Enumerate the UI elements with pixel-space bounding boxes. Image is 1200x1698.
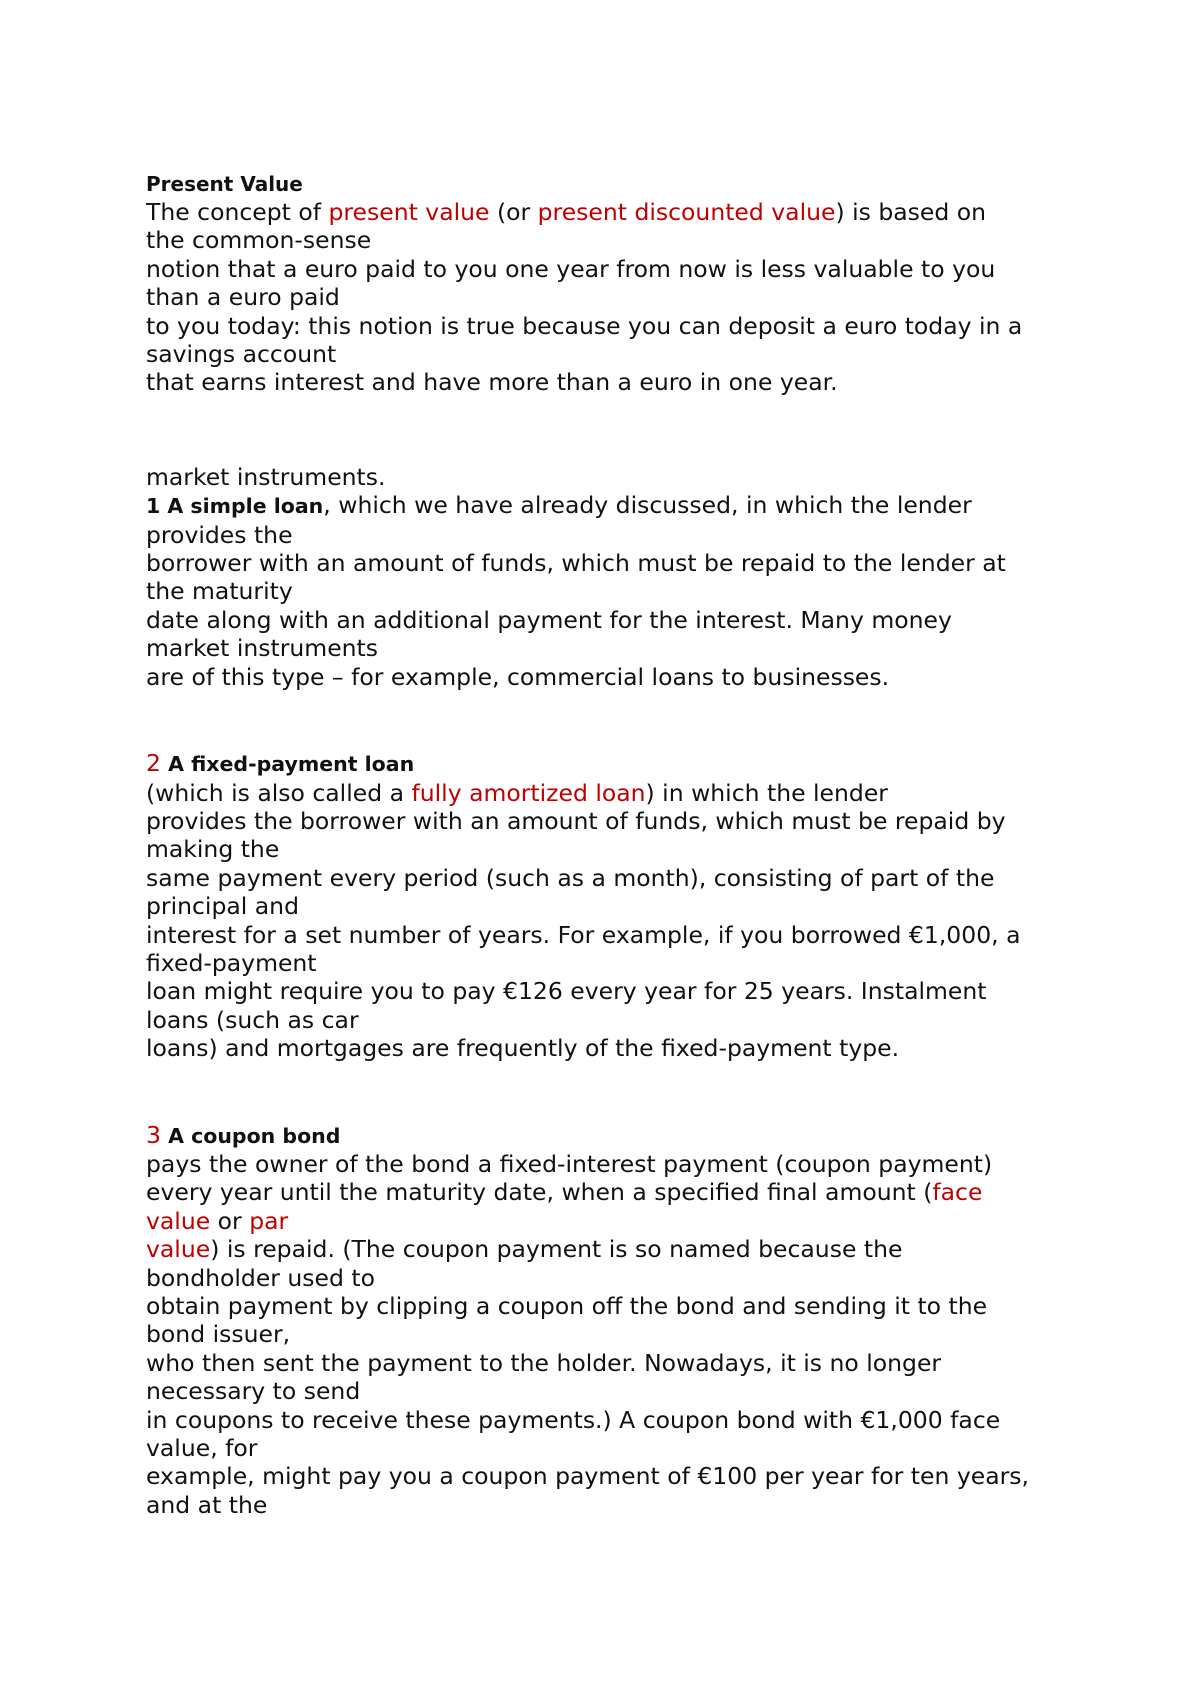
text-line: bond issuer, bbox=[146, 1320, 291, 1349]
spacer bbox=[146, 691, 1076, 749]
fixed-payment-loan-paragraph bbox=[146, 749, 1076, 1062]
text-line: the common-sense bbox=[146, 226, 372, 255]
text-line: example, might pay you a coupon payment of €100 per year for ten years, bbox=[146, 1462, 1029, 1491]
text-line: loans (such as car bbox=[146, 1005, 359, 1034]
text-line bbox=[146, 1207, 1076, 1235]
text-line: savings account bbox=[146, 340, 337, 369]
item-number: 2 bbox=[146, 749, 161, 778]
term-par: par bbox=[249, 1206, 289, 1235]
text-line: notion that a euro paid to you one year from now is less valuable to you bbox=[146, 254, 996, 283]
text-run: (which is also called a bbox=[146, 778, 412, 807]
text-line: borrower with an amount of funds, which must be repaid to the lender at bbox=[146, 549, 1006, 578]
term-present-discounted-value: present discounted value bbox=[537, 198, 836, 226]
text-line: making the bbox=[146, 835, 280, 864]
text-line: pays the owner of the bond a fixed-interest payment (coupon payment) bbox=[146, 1149, 993, 1178]
text-line: loan might require you to pay €126 every year for 25 years. Instalment bbox=[146, 977, 987, 1006]
text-line: interest for a set number of years. For example, if you borrowed €1,000, a bbox=[146, 920, 1021, 949]
section-heading: Present Value bbox=[146, 172, 303, 196]
text-line: obtain payment by clipping a coupon off the bond and sending it to the bbox=[146, 1292, 988, 1320]
term-fully-amortized-loan: fully amortized loan bbox=[411, 778, 646, 807]
text-run: ) is repaid. (The coupon payment is so named because the bbox=[210, 1235, 903, 1264]
text-line bbox=[146, 749, 1076, 778]
text-line: fixed-payment bbox=[146, 948, 317, 977]
text-line: market instruments bbox=[146, 634, 379, 663]
text-run: or bbox=[210, 1206, 250, 1235]
text-line: who then sent the payment to the holder. Nowadays, it is no longer bbox=[146, 1348, 942, 1377]
item-number: 1 bbox=[146, 494, 168, 519]
term-coupon-bond: A coupon bond bbox=[160, 1123, 341, 1148]
term-value: value bbox=[146, 1206, 211, 1235]
text-run: ) is based on bbox=[835, 198, 987, 226]
text-line: to you today: this notion is true because you can deposit a euro today in a bbox=[146, 311, 1023, 340]
text-line bbox=[146, 198, 1076, 226]
document-page bbox=[146, 170, 1076, 1519]
term-fixed-payment-loan: A fixed-payment loan bbox=[160, 752, 415, 777]
text-line: value, for bbox=[146, 1434, 258, 1463]
text-line: than a euro paid bbox=[146, 283, 340, 312]
text-line: are of this type – for example, commercial loans to businesses. bbox=[146, 662, 890, 691]
text-run: The concept of bbox=[146, 198, 329, 226]
text-line bbox=[146, 1121, 1076, 1150]
spacer bbox=[146, 397, 1076, 463]
text-line: the maturity bbox=[146, 577, 293, 606]
item-number: 3 bbox=[146, 1120, 161, 1149]
text-run: , which we have already discussed, in which the lender bbox=[323, 491, 972, 520]
spacer bbox=[146, 1063, 1076, 1121]
simple-loan-paragraph bbox=[146, 463, 1076, 691]
text-line: market instruments. bbox=[146, 462, 386, 491]
text-line: loans) and mortgages are frequently of the fixed-payment type. bbox=[146, 1034, 900, 1063]
text-line: necessary to send bbox=[146, 1377, 361, 1406]
text-line bbox=[146, 779, 1076, 807]
text-line bbox=[146, 1178, 1076, 1206]
coupon-bond-paragraph bbox=[146, 1121, 1076, 1520]
text-line: and at the bbox=[146, 1490, 268, 1519]
term-simple-loan: A simple loan bbox=[167, 494, 324, 519]
term-present-value: present value bbox=[328, 198, 490, 226]
text-run: every year until the maturity date, when a specified final amount ( bbox=[146, 1178, 933, 1207]
term-face: face bbox=[932, 1178, 983, 1207]
text-run: ) in which the lender bbox=[645, 778, 888, 807]
text-line: that earns interest and have more than a euro in one year. bbox=[146, 368, 838, 397]
text-line bbox=[146, 1235, 1076, 1263]
term-value: value bbox=[146, 1235, 211, 1264]
text-line: date along with an additional payment for the interest. Many money bbox=[146, 605, 952, 634]
text-line: same payment every period (such as a month), consisting of part of the bbox=[146, 863, 995, 892]
text-line: bondholder used to bbox=[146, 1263, 375, 1292]
text-line: in coupons to receive these payments.) A coupon bond with €1,000 face bbox=[146, 1405, 1001, 1434]
text-run: (or bbox=[489, 198, 538, 226]
text-line: provides the bbox=[146, 520, 293, 549]
text-line: principal and bbox=[146, 892, 299, 921]
intro-paragraph bbox=[146, 198, 1076, 397]
text-line bbox=[146, 491, 1076, 520]
text-line: provides the borrower with an amount of funds, which must be repaid by bbox=[146, 806, 1006, 835]
